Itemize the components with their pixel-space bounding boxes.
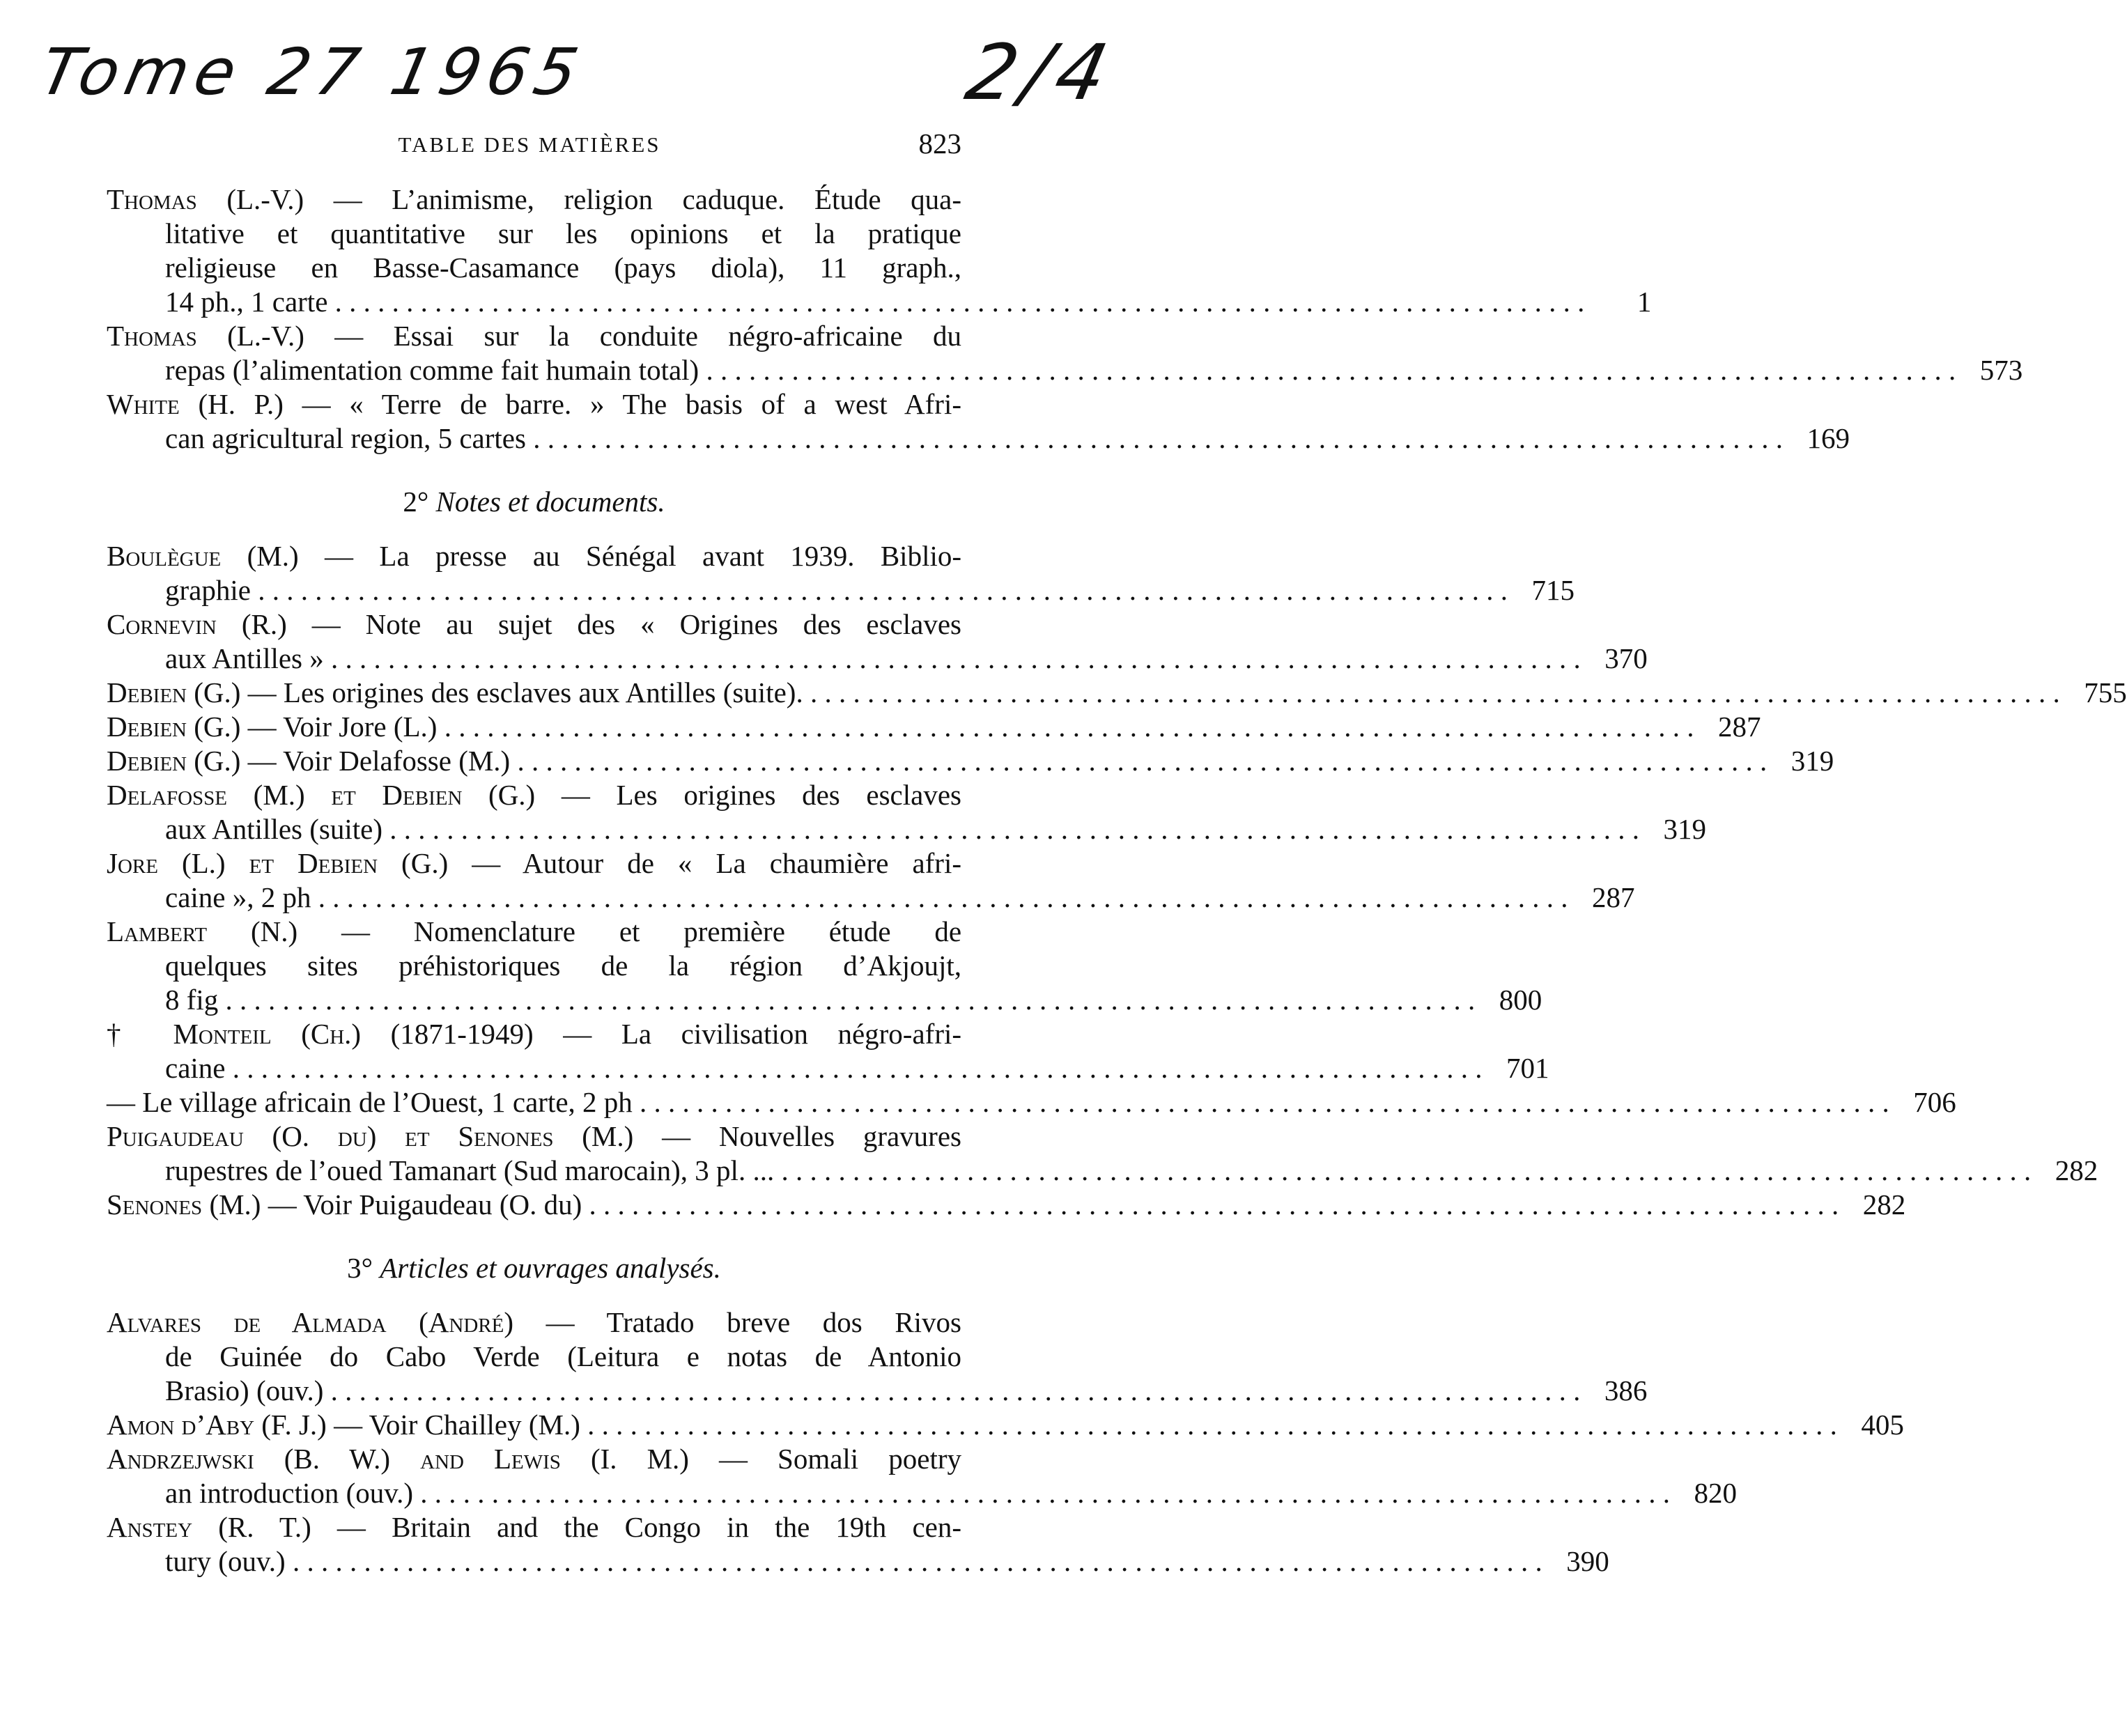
entry-page-number: 282 [1862, 1188, 1906, 1220]
entry-page-number: 319 [1790, 745, 1834, 777]
toc-entry [107, 539, 1575, 607]
entry-line [107, 1305, 961, 1340]
entry-page-number: 800 [1499, 984, 1542, 1016]
entry-line [107, 1154, 2098, 1188]
toc-entry [107, 676, 2127, 710]
table-of-contents [107, 183, 2127, 1579]
entry-text: — « Terre de barre. » The basis of a west Afri- [302, 388, 962, 420]
entry-line [107, 881, 1635, 915]
toc-entry [107, 846, 1635, 915]
entry-line [107, 607, 961, 642]
section-2-number: 2° [403, 486, 429, 518]
entry-text: can agricultural region, 5 cartes [165, 422, 526, 454]
entry-line [107, 1374, 1648, 1408]
toc-entry [107, 1442, 1738, 1510]
toc-entry [107, 1188, 1906, 1222]
entry-author: Thomas (L.-V.) [107, 183, 304, 215]
entry-text: — Les origines des esclaves aux Antilles (suite). [247, 676, 803, 708]
entry-text: — L’animisme, religion caduque. Étude qua- [333, 183, 962, 215]
entry-author: Debien (G.) [107, 745, 241, 777]
handwritten-corner-note: 2/4 [959, 28, 1122, 117]
entry-text: — Nomenclature et première étude de [341, 915, 962, 947]
entry-author: Boulègue (M.) [107, 540, 299, 572]
entry-text: 8 fig [165, 984, 219, 1016]
section-1-entries [107, 183, 2023, 456]
entry-author: Debien (G.) [107, 676, 241, 708]
entry-text: tury (ouv.) [165, 1545, 286, 1577]
entry-page-number: 715 [1531, 574, 1575, 606]
entry-line [107, 217, 961, 251]
toc-entry [107, 1085, 1956, 1119]
handwritten-volume-note: Tome 27 1965 [33, 35, 591, 109]
entry-line [107, 387, 961, 421]
entry-line [107, 1544, 1609, 1579]
entry-page-number: 287 [1717, 711, 1761, 743]
entry-line [107, 573, 1575, 607]
entry-text: — La presse au Sénégal avant 1939. Biblio- [325, 540, 962, 572]
entry-line [107, 183, 961, 217]
entry-line [107, 1442, 961, 1476]
toc-entry [107, 1510, 1609, 1579]
entry-line [107, 1476, 1738, 1510]
entry-line [107, 744, 1834, 778]
toc-entry [107, 915, 1542, 1017]
entry-line [107, 1017, 961, 1051]
entry-text: litative et quantitative sur les opinions et la pratique [165, 217, 961, 249]
entry-page-number: 370 [1604, 642, 1648, 674]
entry-page-number: 405 [1861, 1409, 1904, 1441]
entry-line [107, 949, 961, 983]
entry-line [107, 319, 961, 353]
entry-text: rupestres de l’oued Tamanart (Sud marocain), 3 pl. ... [165, 1154, 775, 1186]
entry-page-number: 706 [1913, 1086, 1956, 1118]
entry-line [107, 642, 1648, 676]
entry-text: religieuse en Basse-Casamance (pays diola), 11 graph., [165, 251, 961, 284]
entry-line [107, 846, 961, 881]
entry-page-number: 573 [1979, 354, 2023, 386]
entry-author: Cornevin (R.) [107, 608, 287, 640]
section-3-entries [107, 1305, 1904, 1579]
entry-author: Debien (G.) [107, 711, 241, 743]
entry-text: graphie [165, 574, 251, 606]
entry-text: — Nouvelles gravures [662, 1120, 961, 1152]
entry-page-number: 282 [2055, 1154, 2098, 1186]
entry-page-number: 319 [1663, 813, 1707, 845]
entry-author: Delafosse (M.) et Debien (G.) [107, 779, 536, 811]
page-number: 823 [918, 127, 961, 160]
entry-text: caine [165, 1052, 226, 1084]
entry-text: 14 ph., 1 carte [165, 286, 328, 318]
entry-author: Anstey (R. T.) [107, 1511, 311, 1543]
entry-text: — Britain and the Congo in the 19th cen- [337, 1511, 962, 1543]
toc-entry [107, 710, 1761, 744]
entry-line [107, 778, 961, 812]
entry-page-number: 390 [1566, 1545, 1609, 1577]
entry-line [107, 539, 961, 573]
entry-text: de Guinée do Cabo Verde (Leitura e notas de Antonio [165, 1340, 961, 1372]
entry-text: — Les origines des esclaves [561, 779, 961, 811]
entry-line [107, 1340, 961, 1374]
entry-author: Puigaudeau (O. du) et Senones (M.) [107, 1120, 634, 1152]
entry-page-number: 169 [1807, 422, 1850, 454]
entry-page-number: 755 [2084, 676, 2127, 708]
entry-line [107, 1051, 1549, 1085]
entry-line [107, 251, 961, 285]
running-head: TABLE DES MATIÈRES [398, 132, 661, 157]
entry-text: quelques sites préhistoriques de la région d’Akjoujt, [165, 950, 961, 982]
entry-author: White (H. P.) [107, 388, 284, 420]
toc-entry [107, 1017, 1549, 1085]
entry-text: caine », 2 ph [165, 881, 311, 913]
section-3-number: 3° [347, 1252, 373, 1284]
entry-page-number: 287 [1591, 881, 1635, 913]
entry-line [107, 421, 1850, 456]
entry-line [107, 1188, 1906, 1222]
entry-line [107, 1085, 1956, 1119]
entry-page-number: 1 [1637, 286, 1652, 318]
entry-text: — Voir Puigaudeau (O. du) [268, 1188, 582, 1220]
entry-text: — Voir Jore (L.) [247, 711, 438, 743]
entry-line [107, 915, 961, 949]
entry-author: Lambert (N.) [107, 915, 298, 947]
toc-entry [107, 319, 2023, 387]
toc-entry [107, 607, 1648, 676]
toc-entry [107, 778, 1707, 846]
entry-text: an introduction (ouv.) [165, 1477, 414, 1509]
entry-line [107, 285, 1652, 319]
entry-author: Senones (M.) [107, 1188, 261, 1220]
entry-text: repas (l’alimentation comme fait humain total) [165, 354, 699, 386]
section-2-entries [107, 539, 2127, 1222]
entry-text: aux Antilles » [165, 642, 324, 674]
toc-entry [107, 1119, 2098, 1188]
entry-text: — Autour de « La chaumière afri- [472, 847, 962, 879]
entry-author: Jore (L.) et Debien (G.) [107, 847, 449, 879]
toc-entry [107, 387, 1850, 456]
entry-author: † Monteil (Ch.) (1871-1949) [107, 1018, 534, 1050]
entry-line [107, 710, 1761, 744]
entry-line [107, 1510, 961, 1544]
entry-line [107, 812, 1707, 846]
entry-text: — Note au sujet des « Origines des esclaves [311, 608, 961, 640]
entry-line [107, 676, 2127, 710]
entry-line [107, 983, 1542, 1017]
entry-text: — La civilisation négro-afri- [563, 1018, 962, 1050]
entry-text: — Tratado breve dos Rivos [546, 1306, 962, 1338]
section-3-title: Articles et ouvrages analysés. [380, 1252, 721, 1284]
entry-text: — Essai sur la conduite négro-africaine du [334, 320, 961, 352]
entry-text: — Voir Delafosse (M.) [247, 745, 511, 777]
entry-text: — Somali poetry [718, 1443, 961, 1475]
entry-author: Thomas (L.-V.) [107, 320, 304, 352]
section-2-heading [107, 470, 961, 539]
entry-line [107, 1119, 961, 1154]
entry-line [107, 353, 2023, 387]
entry-text: — Voir Chailley (M.) [334, 1409, 580, 1441]
entry-text: Brasio) (ouv.) [165, 1374, 324, 1406]
entry-page-number: 386 [1604, 1374, 1648, 1406]
entry-author: Alvares de Almada (André) [107, 1306, 513, 1338]
entry-text: aux Antilles (suite) [165, 813, 383, 845]
section-2-title: Notes et documents. [435, 486, 665, 518]
toc-entry [107, 1305, 1648, 1408]
entry-line [107, 1408, 1904, 1442]
toc-entry [107, 183, 1652, 319]
entry-author: Amon d’Aby (F. J.) [107, 1409, 327, 1441]
toc-entry [107, 744, 1834, 778]
entry-page-number: 701 [1506, 1052, 1549, 1084]
entry-author: Andrzejwski (B. W.) and Lewis (I. M.) [107, 1443, 689, 1475]
entry-text: — Le village africain de l’Ouest, 1 carte, 2 ph [107, 1086, 633, 1118]
toc-entry [107, 1408, 1904, 1442]
entry-page-number: 820 [1694, 1477, 1738, 1509]
section-3-heading [107, 1236, 961, 1305]
